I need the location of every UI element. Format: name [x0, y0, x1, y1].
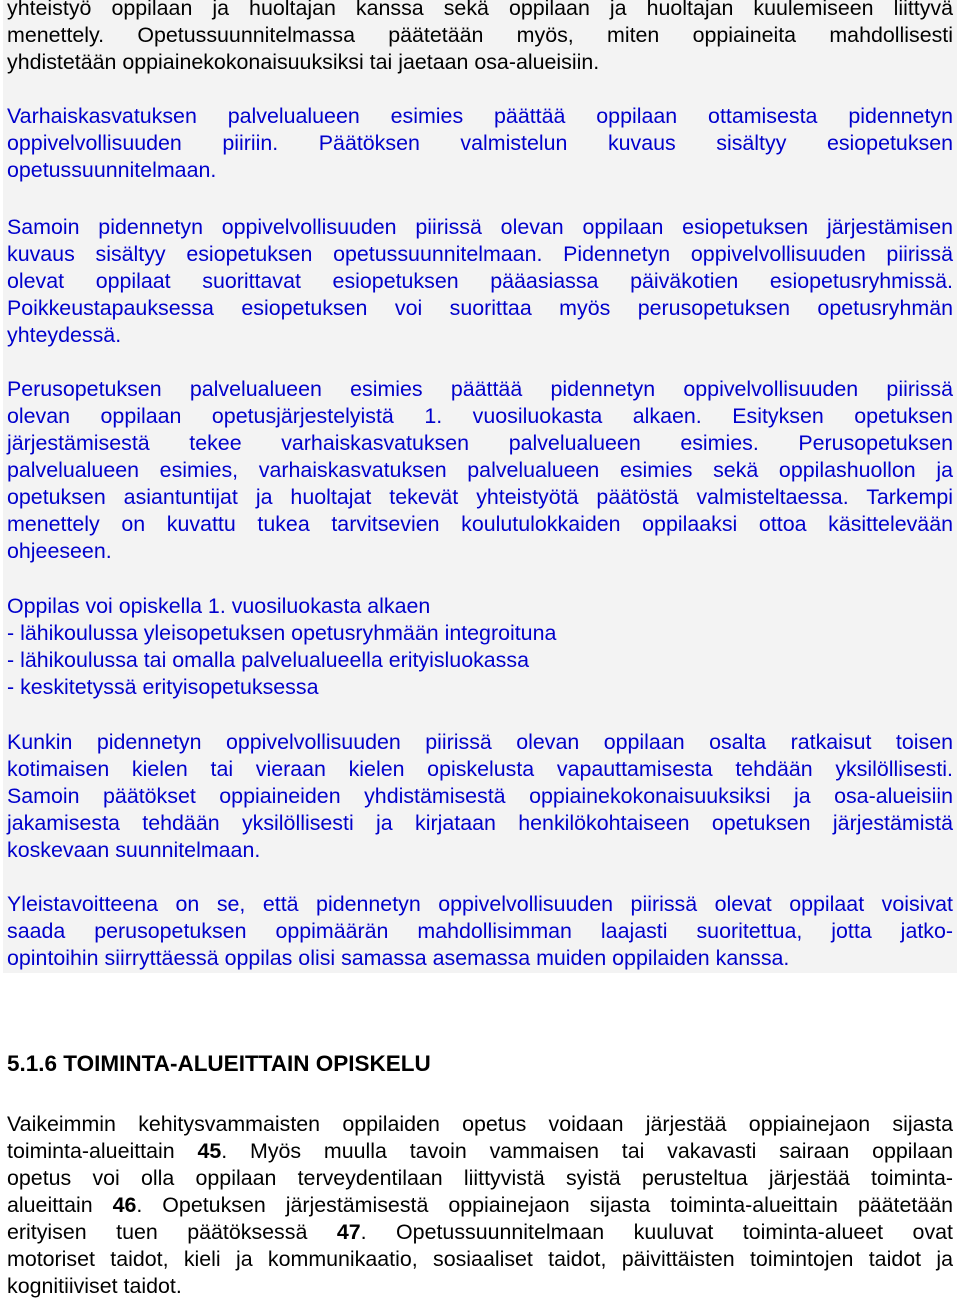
text-line: Poikkeustapauksessa esiopetuksen voi suorittaa myös perusopetuksen opetusryhmän	[7, 296, 953, 320]
text-line: oppivelvollisuuden piiriin. Päätöksen valmistelun kuvaus sisältyy esiopetuksen	[7, 131, 953, 155]
list-item: - keskitetyssä erityisopetuksessa	[7, 675, 319, 699]
text-run: alueittain	[7, 1193, 113, 1217]
text-line: ohjeeseen.	[7, 539, 112, 563]
paragraph-yleistavoite	[7, 891, 953, 972]
text-line: yhteydessä.	[7, 323, 122, 347]
footnote-ref: 47	[336, 1220, 361, 1244]
text-line	[7, 1219, 953, 1246]
text-run: . Opetussuunnitelmaan kuuluvat toiminta-alueet ovat	[360, 1220, 953, 1244]
text-line: Samoin pidennetyn oppivelvollisuuden piirissä olevan oppilaan esiopetuksen järjestämisen	[7, 215, 953, 239]
paragraph-samoin	[7, 214, 953, 349]
footnote-ref: 45	[197, 1139, 222, 1163]
text-run: motoriset taidot, kieli ja kommunikaatio, sosiaaliset taidot, päivittäisten toimintojen taidot ja	[7, 1247, 953, 1271]
list-item: - lähikoulussa tai omalla palvelualueella erityisluokassa	[7, 648, 529, 672]
option-list	[7, 620, 953, 701]
text-line: Varhaiskasvatuksen palvelualueen esimies päättää oppilaan ottamisesta pidennetyn	[7, 104, 953, 128]
text-line: saada perusopetuksen oppimäärän mahdollisimman laajasti suoritettua, jotta jatko-	[7, 919, 953, 943]
text-line: olevat oppilaat suorittavat esiopetuksen pääasiassa päiväkotien esiopetusryhmissä.	[7, 269, 953, 293]
text-line: kuvaus sisältyy esiopetuksen opetussuunnitelmaan. Pidennetyn oppivelvollisuuden piirissä	[7, 242, 953, 266]
text-line: palvelualueen esimies, varhaiskasvatuksen palvelualueen esimies sekä oppilashuollon ja	[7, 458, 953, 482]
paragraph-kunkin	[7, 729, 953, 864]
text-line: menettely on kuvattu tukea tarvitsevien koulutulokkaiden oppilaaksi ottoa käsittelevään	[7, 512, 953, 536]
text-line	[7, 1165, 953, 1192]
text-line: Yleistavoitteena on se, että pidennetyn oppivelvollisuuden piirissä olevat oppilaat voisivat	[7, 892, 953, 916]
text-line: olevan oppilaan opetusjärjestelyistä 1. vuosiluokasta alkaen. Esityksen opetuksen	[7, 404, 953, 428]
paragraph-intro	[7, 0, 953, 76]
list-intro: Oppilas voi opiskella 1. vuosiluokasta alkaen	[7, 594, 431, 618]
text-line	[7, 1192, 953, 1219]
text-line	[7, 1273, 953, 1300]
paragraph-varhaiskasvatus	[7, 103, 953, 184]
text-line: yhdistetään oppiainekokonaisuuksiksi tai jaetaan osa-alueisiin.	[7, 50, 600, 74]
section-heading: 5.1.6 TOIMINTA-ALUEITTAIN OPISKELU	[7, 1051, 431, 1076]
text-line: opetuksen asiantuntijat ja huoltajat tekevät yhteistyötä päätöstä valmisteltaessa. Tarkempi	[7, 485, 953, 509]
text-line: Perusopetuksen palvelualueen esimies päättää pidennetyn oppivelvollisuuden piirissä	[7, 377, 953, 401]
text-line	[7, 1111, 953, 1138]
paragraph-toiminta-alueittain	[7, 1111, 953, 1300]
footnote-ref: 46	[112, 1193, 137, 1217]
text-run: kognitiiviset taidot.	[7, 1274, 182, 1298]
text-run: opetus voi olla oppilaan terveydentilaan liittyvistä syistä perusteltua järjestää toiminta-	[7, 1166, 953, 1190]
text-run: Vaikeimmin kehitysvammaisten oppilaiden opetus voidaan järjestää oppiainejaon sijasta	[7, 1112, 953, 1136]
text-line: kotimaisen kielen tai vieraan kielen opiskelusta vapauttamisesta tehdään yksilöllisesti.	[7, 757, 953, 781]
text-run: . Opetuksen järjestämisestä oppiainejaon sijasta toiminta-alueittain päätetään	[136, 1193, 953, 1217]
text-line: Samoin päätökset oppiaineiden yhdistämisestä oppiainekokonaisuuksiksi ja osa-alueisiin	[7, 784, 953, 808]
text-line: menettely. Opetussuunnitelmassa päätetään myös, miten oppiaineita mahdollisesti	[7, 23, 953, 47]
text-line: järjestämisestä tekee varhaiskasvatuksen palvelualueen esimies. Perusopetuksen	[7, 431, 953, 455]
text-line: koskevaan suunnitelmaan.	[7, 838, 261, 862]
text-run: toiminta-alueittain	[7, 1139, 198, 1163]
list-item: - lähikoulussa yleisopetuksen opetusryhmään integroituna	[7, 621, 557, 645]
text-run: . Myös muulla tavoin vammaisen tai vakavasti sairaan oppilaan	[221, 1139, 953, 1163]
text-line: opintoihin siirryttäessä oppilas olisi samassa asemassa muiden oppilaiden kanssa.	[7, 946, 790, 970]
text-line	[7, 1246, 953, 1273]
text-run: erityisen tuen päätöksessä	[7, 1220, 337, 1244]
text-line	[7, 1138, 953, 1165]
text-line: opetussuunnitelmaan.	[7, 158, 217, 182]
text-line: Kunkin pidennetyn oppivelvollisuuden piirissä olevan oppilaan osalta ratkaisut toisen	[7, 730, 953, 754]
text-line: yhteistyö oppilaan ja huoltajan kanssa sekä oppilaan ja huoltajan kuulemiseen liittyvä	[7, 0, 953, 20]
text-line: jakamisesta tehdään yksilöllisesti ja kirjataan henkilökohtaiseen opetuksen järjestämistä	[7, 811, 953, 835]
paragraph-perusopetus	[7, 376, 953, 565]
